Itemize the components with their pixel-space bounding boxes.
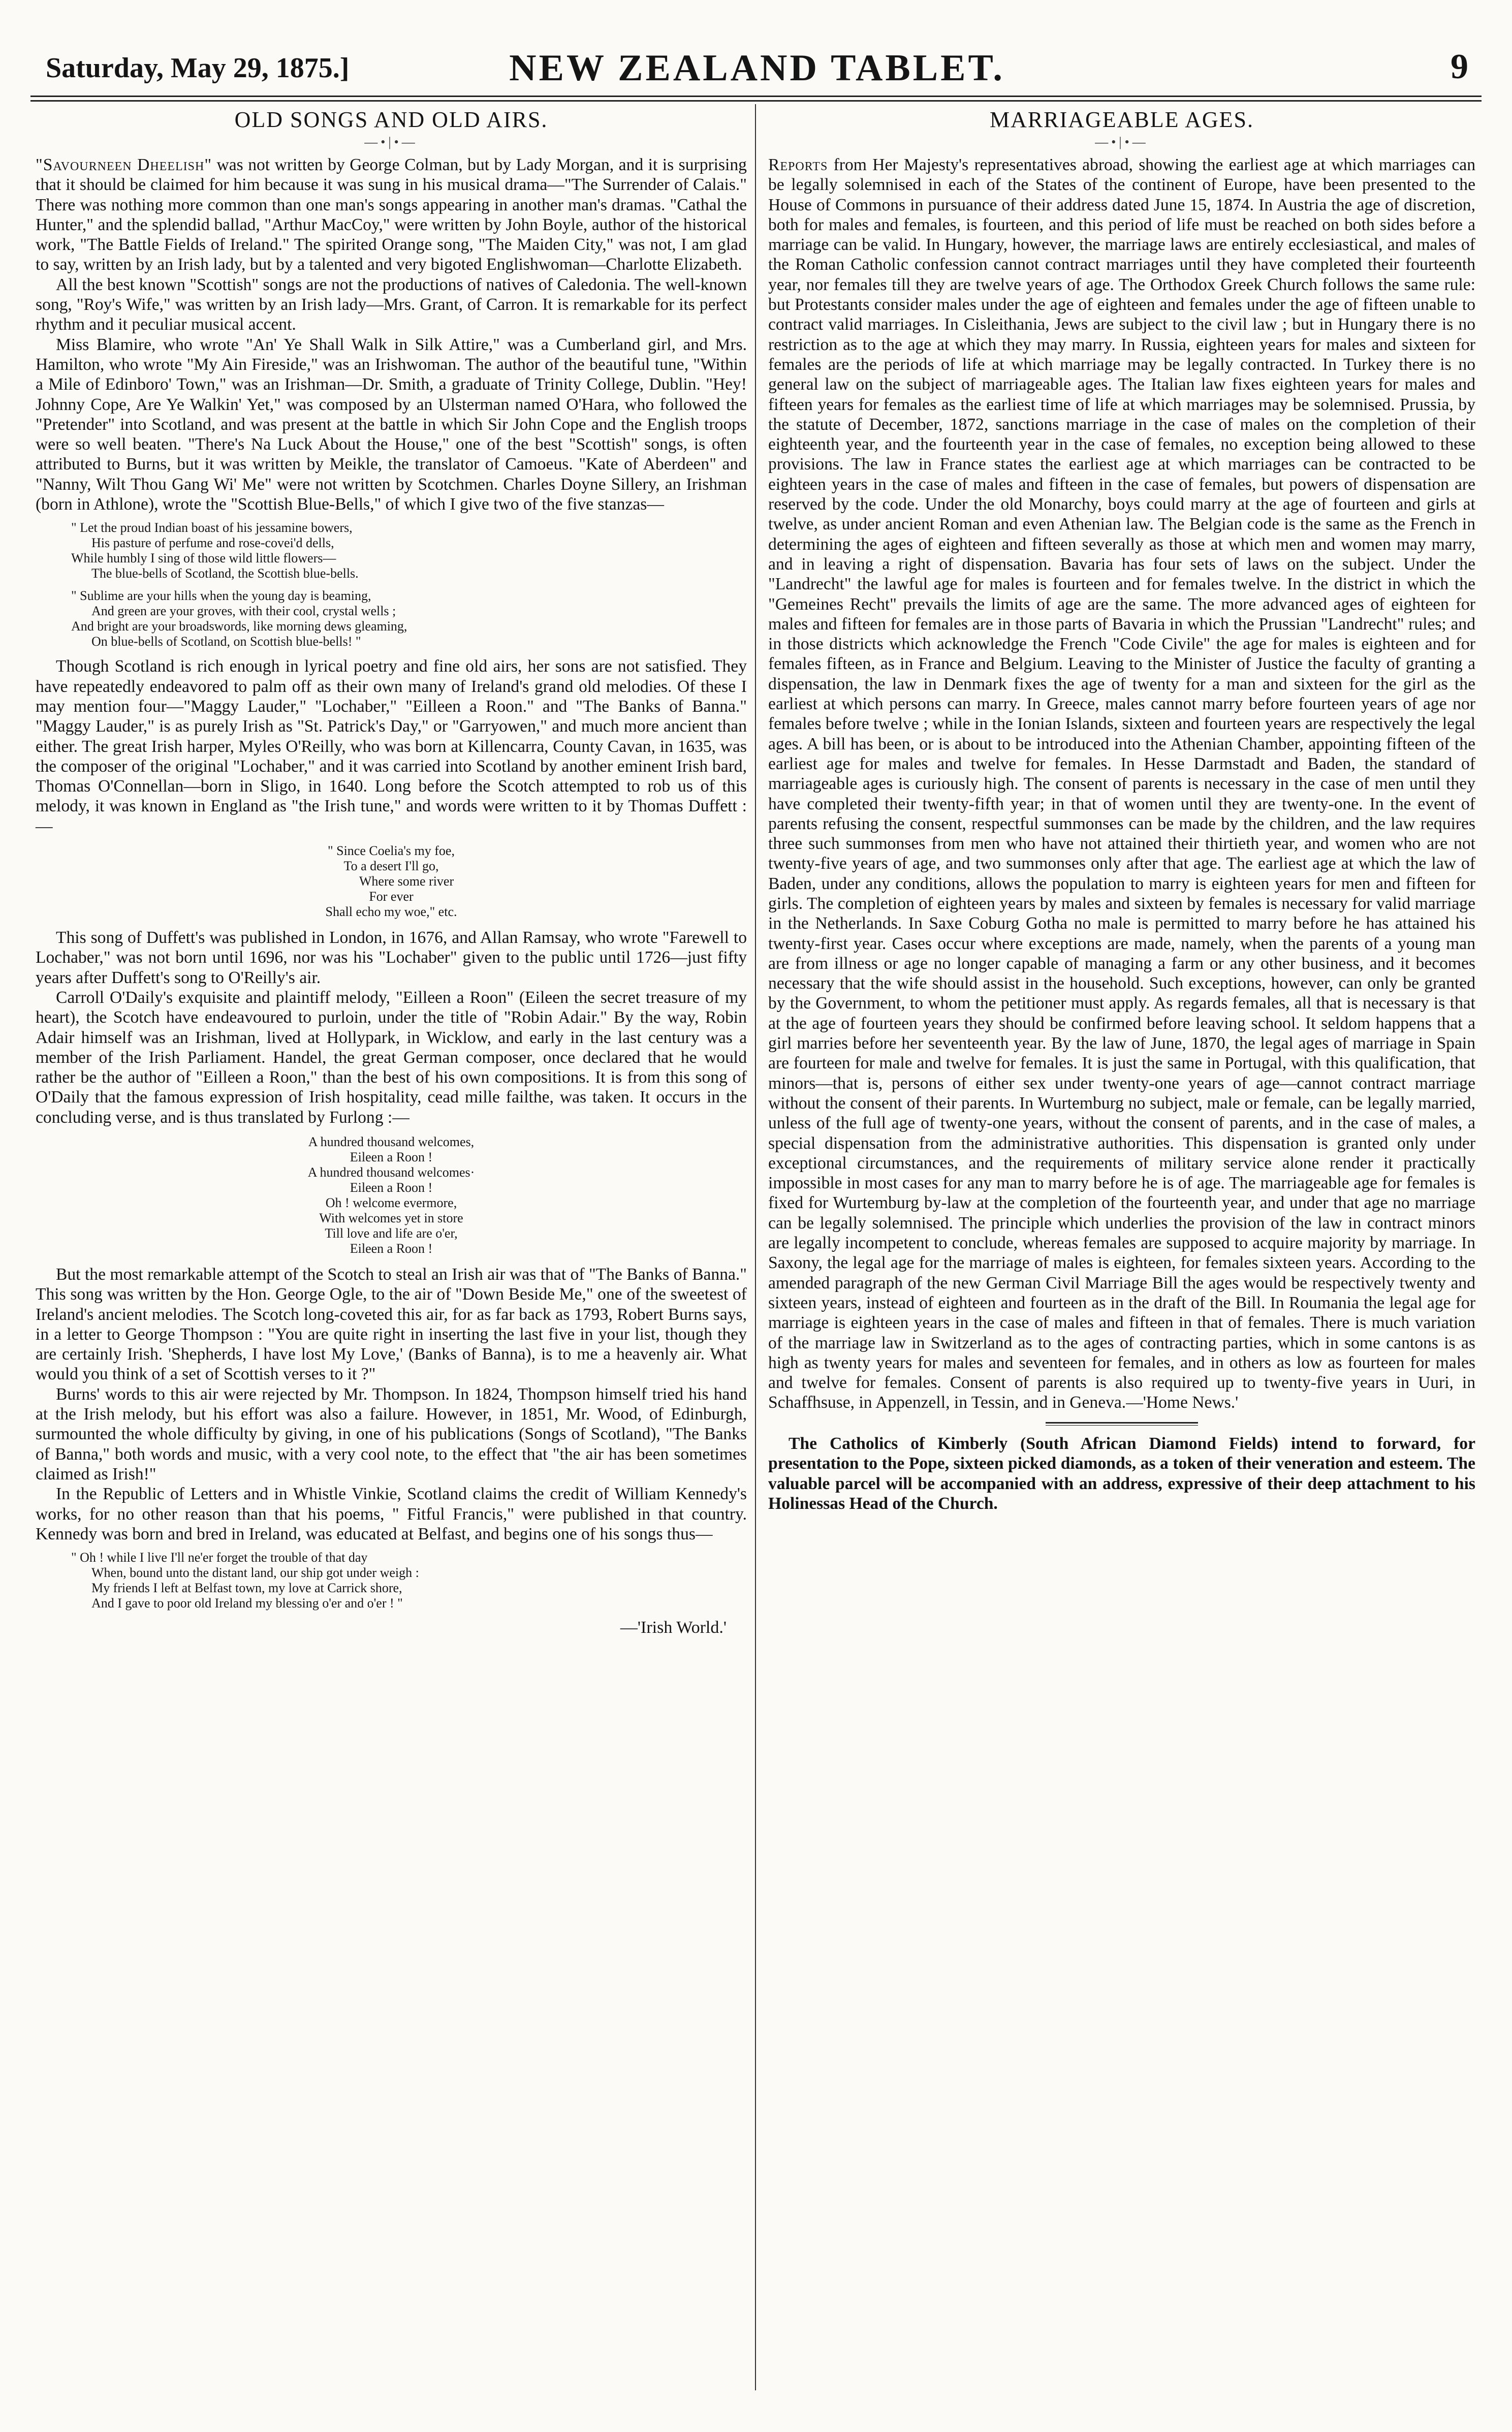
- column-divider: [755, 104, 756, 2390]
- verse-kennedy: " Oh ! while I live I'll ne'er forget the trouble of that day When, bound unto the distant land, our ship got under weigh : My friends I left at Belfast town, my love at Carrick shore, And I gave to poor old Ireland my blessing o'er and o'er ! ": [71, 1550, 419, 1611]
- verse-furlong: A hundred thousand welcomes, Eileen a Roon ! A hundred thousand welcomes· Eileen a Roon ! Oh ! welcome evermore, With welcomes yet in store Till love and life are o'er, Eileen a Roon !: [307, 1134, 475, 1256]
- article-heading: OLD SONGS AND OLD AIRS.: [234, 107, 548, 132]
- paragraph: In the Republic of Letters and in Whistle Vinkie, Scotland claims the credit of William Kennedy's works, for no other reason than that his poems, " Fitful Francis," were published in that country. Kennedy was born and bred in Ireland, was educated at Belfast, and begins one of his songs thus—: [36, 1485, 747, 1543]
- newspaper-title: NEW ZEALAND TABLET.: [509, 47, 1005, 89]
- paragraph: But the most remarkable attempt of the Scotch to steal an Irish air was that of "The Banks of Banna." This song was written by the Hon. George Ogle, to the air of "Down Beside Me," one of the sweetest of Ireland's ancient melodies. The Scotch long-coveted this air, for as far back as 1793, Robert Burns says, in a letter to George Thompson : "You are quite right in inserting the last five in your list, though they are certainly Irish. 'Shepherds, I have lost My Love,' (Banks of Banna), is to me a heavenly air. What would you think of a set of Scottish verses to it ?": [36, 1265, 747, 1384]
- lead-words: "Savourneen Dheelish": [36, 155, 212, 174]
- paragraph: This song of Duffett's was published in London, in 1676, and Allan Ramsay, who wrote "Farewell to Lochaber," was not born until 1696, nor was his "Lochaber" given to the public until 1726—just fifty years after Duffett's song to O'Reilly's air.: [36, 928, 747, 987]
- issue-date: Saturday, May 29, 1875.]: [46, 52, 350, 84]
- paragraph: Reports from Her Majesty's representatives abroad, showing the earliest age at which marriages can be legally solemnised in each of the States of the continent of Europe, have been presented to the House of Commons in pursuance of their address dated June 15, 1874. In Austria the age of discretion, both for males and females, is fourteen, and this period of life must be reached on both sides before a marriage can be valid. In Hungary, however, the marriage laws are entirely ecclesiastical, and males of the Roman Catholic confession cannot contract marriages until they have completed their fourteenth year, nor females till they are twelve years of age. The Orthodox Greek Church follows the same rule: but Protestants consider males under the age of eighteen and females under the age of fifteen unable to contract valid marriages. In Cisleithania, Jews are subject to the civil law ; but in Hungary there is no restriction as to the age at which they may marry. In Russia, eighteen years for males and sixteen for females are the periods of life at which marriage may be legally contracted. In Turkey there is no general law on the subject of marriageable ages. The Italian law fixes eighteen years for males and fifteen years for females as the earliest time of life at which marriages may be solemnised. Prussia, by the statute of December, 1872, sanctions marriage in the case of males on the completion of their eighteenth year, and the fourteenth year in the case of females, no exception being allowed to these provisions. The law in France states the earliest age at which marriages can be contracted to be eighteen years in the case of males and fifteen in the case of females, but powers of dispensation are reserved by the code. Under the old Monarchy, boys could marry at the age of fourteen and girls at twelve, as under ancient Roman and even Athenian law. The Belgian code is the same as the French in determining the ages of eighteen and fifteen severally as those at which men and women may marry, and in leaving a right of dispensation. Bavaria has four sets of laws on the subject. Under the "Landrecht" the lawful age for males is fourteen and for females twelve. In the district in which the "Gemeines Recht" prevails the limits of age are the same. The more advanced ages of eighteen for males and fifteen for females are in those parts of Bavaria in which the Prussian "Landrecht" rules; and in those districts which acknowledge the French "Code Civile" the age for males is eighteen and for females fifteen, as in France and Belgium. Leaving to the Minister of Justice the faculty of granting a dispensation, the law in Denmark fixes the age of twenty for a man and sixteen for the girl as the earliest at which persons can marry. In Greece, males cannot marry before fourteen years of age nor females before twelve ; while in the Ionian Islands, sixteen and fourteen years are respectively the legal ages. A bill has been, or is about to be introduced into the Athenian Chamber, appointing fifteen of the earliest age for males and twelve for females. In Hesse Darmstadt and Baden, the standard of marriageable ages is curiously high. The consent of parents is necessary in the case of men until they have completed their twenty-fifth year; in that of women until they are twenty-one. In the event of parents refusing the consent, respectful summonses can be made by the children, and the law requires three such summonses from men who have not attained their thirtieth year, and women who are not twenty-five years of age, and two summonses only after that age. The earliest age at which the law of Baden, under any conditions, allows the population to marry is eighteen years for men and fifteen for girls. The completion of eighteen years by males and sixteen by females is necessary for valid marriage in the Netherlands. In Saxe Coburg Gotha no male is permitted to marry before he has attained his twenty-first year. Cases occur where exceptions are made, namely, when the parents of a young man are from illness or age no longer capable of managing a farm or any other business, and it becomes necessary that the wife should assist in the household. Such exceptions, however, can only be granted by the Government, to whom the petitioner must apply. As regards females, all that is necessary is that at the age of fourteen years they should be confirmed before leaving school. It seldom happens that a girl marries before her seventeenth year. By the law of June, 1870, the legal ages of marriage in Spain are fourteen for male and twelve for females. It is just the same in Portugal, with this qualification, that minors—that is, persons of either sex under twenty-one years of age—cannot contract marriage without the consent of their parents. In Wurtemburg no subject, male or female, can be legally married, unless of the full age of twenty-one years, without the consent of parents, and in the case of males, a special dispensation from the administrative authorities. This dispensation is granted only under exceptional circumstances, and the requirements of military service alone render it practically impossible in most cases for any man to marry before he is of age. The marriageable age for females is fixed for Wurtemburg by-law at the completion of the fourteenth year, and under that age no marriage can be legally solemnised. The principle which underlies the provision of the law in contract minors are legally incompetent to conclude, whereas females are supposed to acquire majority by marriage. In Saxony, the legal age for the marriage of males is eighteen, for females sixteen years. According to the amended paragraph of the new German Civil Marriage Bill the ages would be respectively twenty and sixteen years, instead of eighteen and fourteen as in the draft of the Bill. In Roumania the legal age for marriage is eighteen years in the case of males and fifteen in that of females. There is much variation of the marriage law in Switzerland as to the ages of contracting parties, which in some cantons is as high as twenty years for males and seventeen for females, and in others as low as fourteen for males and twelve for females. Consent of parents is also required up to twenty-five years in Uuri, in Schaffhsuse, in Appenzell, in Tessin, and in Geneva.—'Home News.': [768, 155, 1475, 1412]
- masthead: [46, 47, 1468, 87]
- verse-duffett: " Since Coelia's my foe, To a desert I'll go, Where some river For ever Shall echo my woe," etc.: [325, 843, 457, 920]
- verse-bluebells-2: " Sublime are your hills when the young day is beaming, And green are your groves, with their cool, crystal wells ; And bright are your broadswords, like morning dews gleaming, On blue-bells of Scotland, on Scottish blue-bells! ": [71, 588, 407, 649]
- section-separator: [1046, 1422, 1198, 1426]
- paragraph: Carroll O'Daily's exquisite and plaintiff melody, "Eilleen a Roon" (Eileen the secret treasure of my heart), the Scotch have endeavoured to purloin, under the title of "Robin Adair." By the way, Robin Adair himself was an Irishman, lived at Hollypark, in Wicklow, and early in the last century was a member of the Irish Parliament. Handel, the great German composer, once declared that he would rather be the author of "Eilleen a Roon," than the best of his own compositions. It is from this song of O'Daily that the famous expression of Irish hospitality, cead mille failthe, was taken. It occurs in the concluding verse, and is thus translated by Furlong :—: [36, 988, 747, 1127]
- page-number: 9: [1451, 47, 1468, 86]
- article-marriageable-ages: [768, 107, 1475, 1514]
- kimberley-notice: [768, 1434, 1475, 1514]
- article-heading: MARRIAGEABLE AGES.: [989, 107, 1254, 132]
- paragraph: The Catholics of Kimberly (South African Diamond Fields) intend to forward, for presentation to the Pope, sixteen picked diamonds, as a token of their veneration and esteem. The valuable parcel will be accompanied with an address, expressive of their deep attachment to his Holinessas Head of the Church.: [768, 1434, 1475, 1513]
- source-credit: —'Irish World.': [620, 1618, 727, 1637]
- heading-ornament: —•|•—: [1095, 135, 1149, 149]
- paragraph: Burns' words to this air were rejected by Mr. Thompson. In 1824, Thompson himself tried his hand at the Irish melody, but his effort was also a failure. However, in 1851, Mr. Wood, of Edinburgh, surmounted the whole difficulty by giving, in one of his publications (Songs of Scotland), "The Banks of Banna," both words and music, with a very cool note, to the effect that "the air has been sometimes claimed as Irish!": [36, 1384, 747, 1483]
- paragraph: "Savourneen Dheelish" was not written by George Colman, but by Lady Morgan, and it is surprising that it should be claimed for him because it was sung in his musical drama—"The Surrender of Calais." There was nothing more common than one man's songs appearing in another man's dramas. "Cathal the Hunter," and the splendid ballad, "Arthur MacCoy," were written by John Boyle, author of the historical work, "The Battle Fields of Ireland." The spirited Orange song, "The Maiden City," was not, I am glad to say, written by an Irish lady, but by a talented and very bigoted Englishwoman—Charlotte Elizabeth.: [36, 155, 747, 274]
- verse-bluebells-1: " Let the proud Indian boast of his jessamine bowers, His pasture of perfume and rose-covei'd dells, While humbly I sing of those wild little flowers— The blue-bells of Scotland, the Scottish blue-bells.: [71, 520, 359, 581]
- paragraph: All the best known "Scottish" songs are not the productions of natives of Caledonia. The well-known song, "Roy's Wife," was written by an Irish lady—Mrs. Grant, of Carron. It is remarkable for its perfect rhythm and it peculiar musical accent.: [36, 275, 747, 334]
- heading-ornament: —•|•—: [364, 135, 418, 149]
- masthead-rule: [30, 96, 1482, 102]
- paragraph: Though Scotland is rich enough in lyrical poetry and fine old airs, her sons are not satisfied. They have repeatedly endeavored to palm off as their own many of Ireland's grand old melodies. Of these I may mention four—"Maggy Lauder," "Lochaber," "Eilleen a Roon." and "The Banks of Banna." "Maggy Lauder," is as purely Irish as "St. Patrick's Day," or "Garryowen," and much more ancient than either. The great Irish harper, Myles O'Reilly, who was born at Killencarra, County Cavan, in 1635, was the composer of the original "Lochaber," and it was carried into Scotland by another eminent Irish bard, Thomas O'Connellan—born in Sligo, in 1640. Long before the Scotch attempted to rob us of this melody, it was known in England as "the Irish tune," and words were written to it by Thomas Duffett :—: [36, 657, 747, 836]
- article-old-songs: [36, 107, 747, 1637]
- lead-words: Reports: [768, 155, 828, 174]
- paragraph: Miss Blamire, who wrote "An' Ye Shall Walk in Silk Attire," was a Cumberland girl, and Mrs. Hamilton, who wrote "My Ain Fireside," was an Irishwoman. The author of the beautiful tune, "Within a Mile of Edinboro' Town," was an Irishman—Dr. Smith, a graduate of Trinity College, Dublin. "Hey! Johnny Cope, Are Ye Walkin' Yet," was composed by an Ulsterman named O'Hara, who followed the "Pretender" into Scotland, and was present at the battle in which Sir John Cope and the English troops were so well beaten. "There's Na Luck About the House," one of the best "Scottish" songs, is often attributed to Burns, but it was written by Meikle, the translator of Camoeus. "Kate of Aberdeen" and "Nanny, Wilt Thou Gang Wi' Me" were not written by Scotchmen. Charles Doyne Sillery, an Irishman (born in Athlone), wrote the "Scottish Blue-Bells," of which I give two of the five stanzas—: [36, 335, 747, 514]
